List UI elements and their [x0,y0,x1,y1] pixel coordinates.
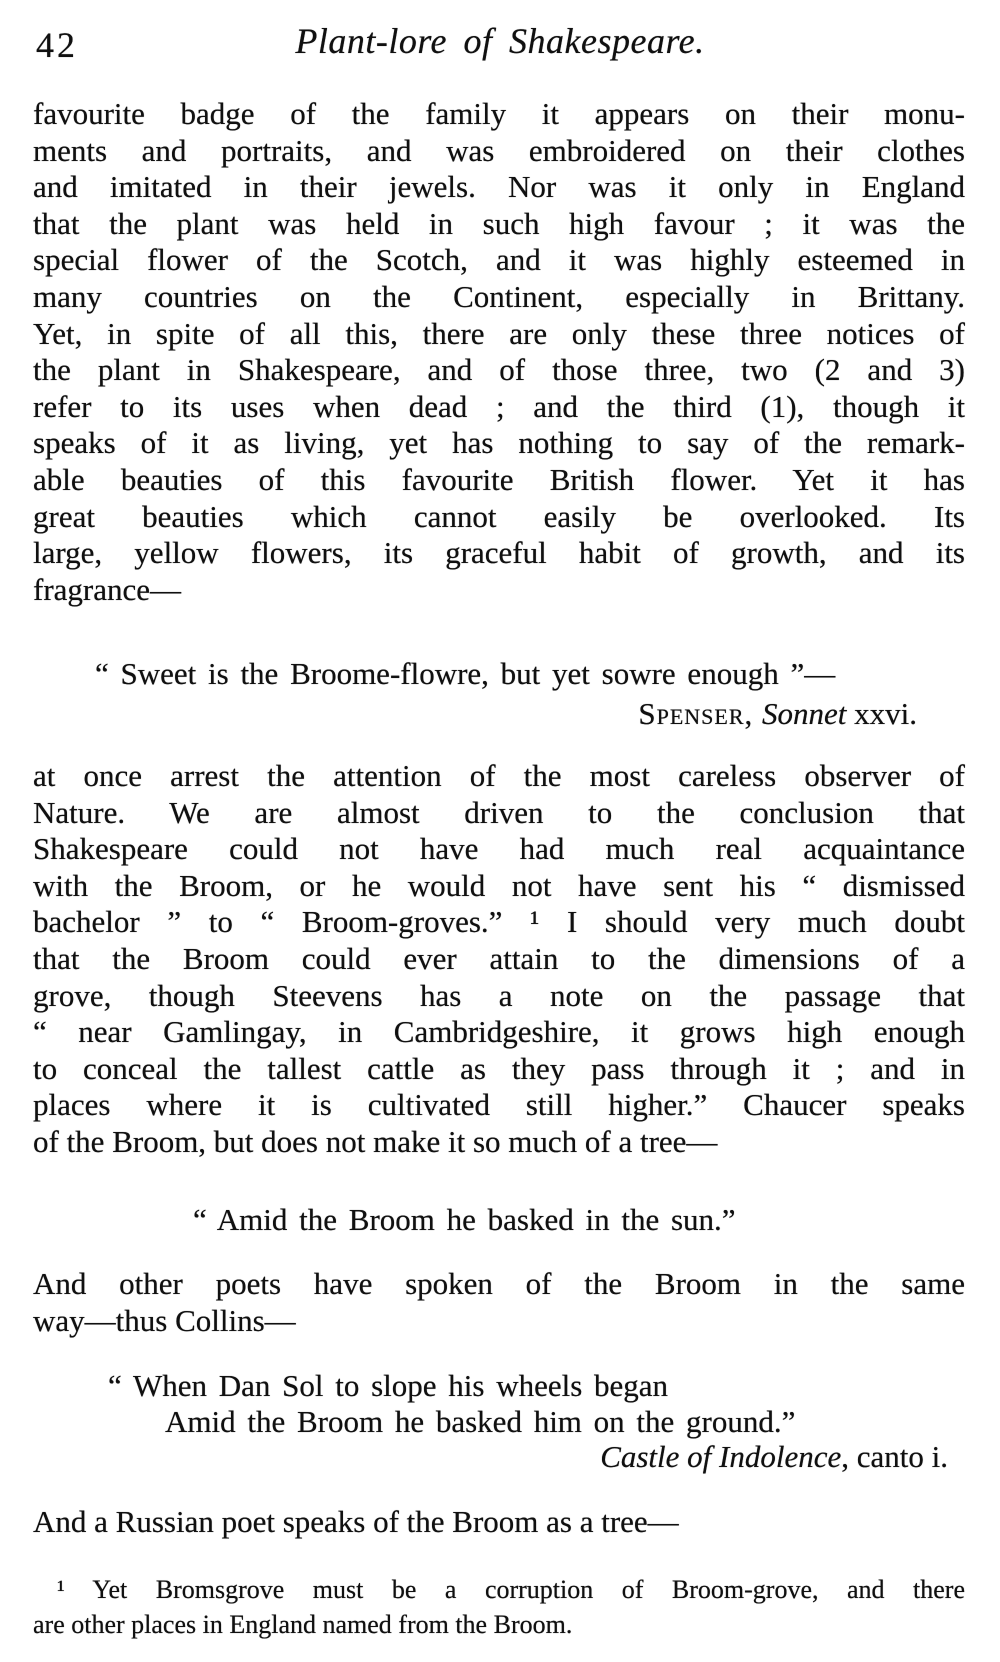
text-line: grove, though Steevens has a note on the passage that [33,977,965,1013]
text-line: Yet, in spite of all this, there are only these three notices of [33,315,965,351]
text-line: favourite badge of the family it appears on their monu- [33,96,965,131]
text-line: And other poets have spoken of the Broom in the same [33,1266,965,1301]
attribution-work: Sonnet [762,696,855,731]
text-line: ments and portraits, and was embroidered on their clothes [33,132,965,168]
quote-spenser-line: “ Sweet is the Broome-flowre, but yet sowre enough ”— [95,656,836,691]
text-line: way—thus Collins— [33,1302,296,1338]
quote-chaucer-line: “ Amid the Broom he basked in the sun.” [193,1202,736,1237]
text-line: And a Russian poet speaks of the Broom as a tree— [33,1504,679,1539]
page-number: 42 [36,25,78,65]
text-line: that the Broom could ever attain to the dimensions of a [33,940,965,976]
paragraph-4 [33,1504,965,1541]
text-line: and imitated in their jewels. Nor was it only in England [33,169,965,205]
text-line: able beauties of this favourite British flower. Yet it has [33,461,965,497]
paragraph-1 [33,96,965,608]
text-line: many countries on the Continent, especially in Brittany. [33,278,965,314]
text-line: places where it is cultivated still higher.” Chaucer speaks [33,1087,965,1123]
attribution-ref: , canto i. [841,1439,948,1474]
quote-spenser-attribution [638,696,917,733]
footnote-line: ¹ Yet Bromsgrove must be a corruption of Broom-grove, and there [57,1575,965,1604]
text-line: the plant in Shakespeare, and of those three, two (2 and 3) [33,352,965,388]
text-line: refer to its uses when dead ; and the third (1), though it [33,388,965,424]
text-line: great beauties which cannot easily be overlooked. Its [33,498,965,534]
text-line: at once arrest the attention of the most careless observer of [33,758,965,793]
paragraph-2 [33,758,965,1161]
text-line: to conceal the tallest cattle as they pass through it ; and in [33,1050,965,1086]
running-title: Plant-lore of Shakespeare. [295,21,705,61]
quote-collins-line-1: “ When Dan Sol to slope his wheels began [108,1368,669,1403]
text-line: bachelor ” to “ Broom-groves.” ¹ I should very much doubt [33,904,965,940]
quote-collins-attribution [600,1439,948,1476]
footnote [33,1572,965,1642]
text-line: “ near Gamlingay, in Cambridgeshire, it grows high enough [33,1014,965,1050]
attribution-author: Spenser, [638,696,762,731]
text-line: speaks of it as living, yet has nothing to say of the remark- [33,425,965,461]
attribution-work: Castle of Indolence [600,1439,842,1474]
text-line: Nature. We are almost driven to the conclusion that [33,794,965,830]
paragraph-3 [33,1266,965,1339]
quote-collins-line-2: Amid the Broom he basked him on the ground.” [165,1404,796,1439]
text-line: that the plant was held in such high favour ; it was the [33,205,965,241]
text-line: special flower of the Scotch, and it was highly esteemed in [33,242,965,278]
text-line: large, yellow flowers, its graceful habit of growth, and its [33,535,965,571]
footnote-line: are other places in England named from the Broom. [33,1610,573,1639]
text-line: of the Broom, but does not make it so much of a tree— [33,1123,718,1159]
text-line: with the Broom, or he would not have sent his “ dismissed [33,867,965,903]
text-line: Shakespeare could not have had much real acquaintance [33,831,965,867]
text-line: fragrance— [33,571,182,607]
attribution-ref: xxvi. [854,696,917,731]
